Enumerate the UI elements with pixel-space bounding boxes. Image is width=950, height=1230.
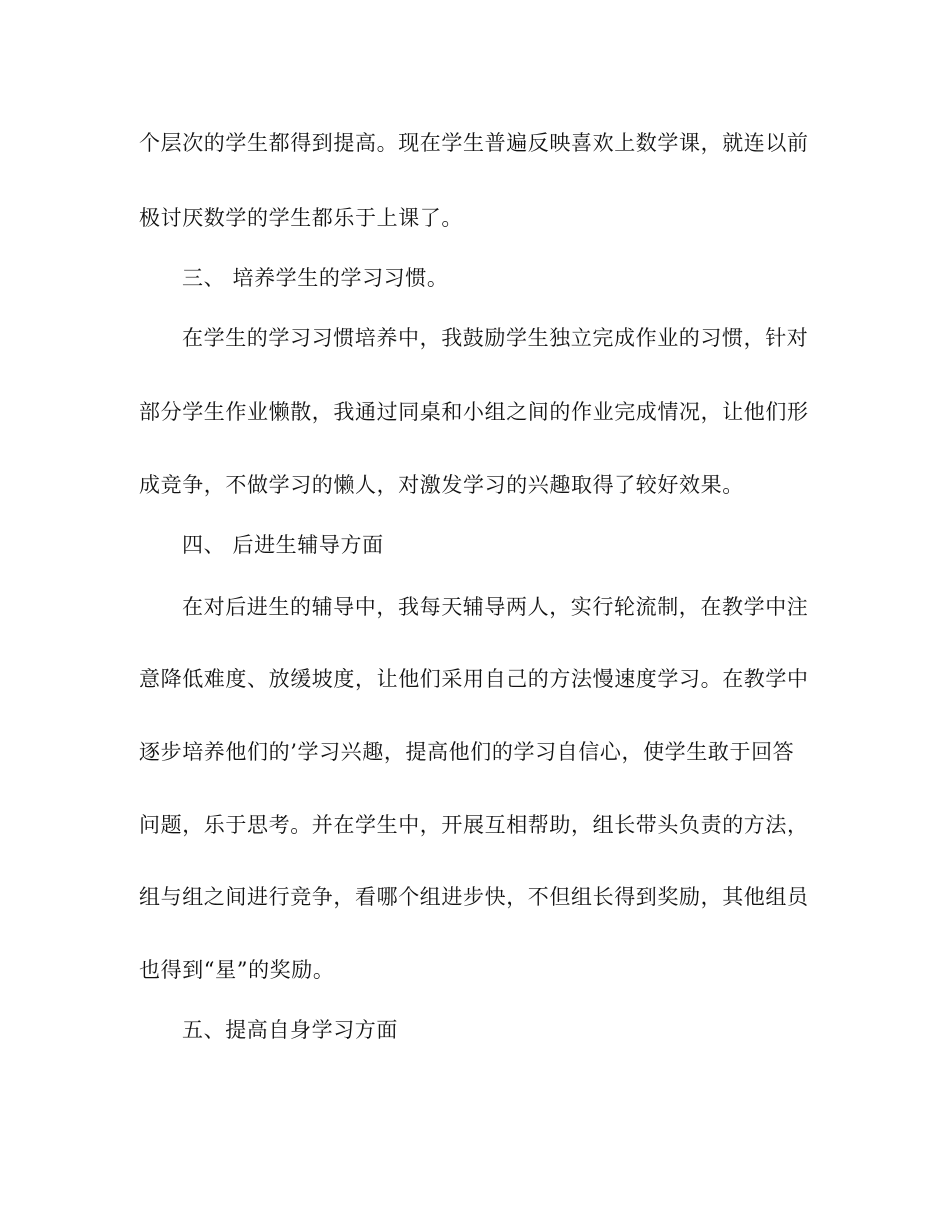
section-heading-five: 五、提高自身学习方面 xyxy=(182,1018,398,1042)
paragraph-line: 极讨厌数学的学生都乐于上课了。 xyxy=(139,206,463,230)
paragraph-line: 意降低难度、放缓坡度，让他们采用自己的方法慢速度学习。在教学中 xyxy=(139,667,809,691)
section-heading-three: 三、 培养学生的学习习惯。 xyxy=(182,266,449,290)
paragraph-line: 成竞争，不做学习的懒人，对激发学习的兴趣取得了较好效果。 xyxy=(139,473,744,497)
paragraph-line: 问题，乐于思考。并在学生中，开展互相帮助，组长带头负责的方法， xyxy=(139,813,809,837)
paragraph-line: 部分学生作业懒散，我通过同桌和小组之间的作业完成情况，让他们形 xyxy=(139,400,809,424)
paragraph-line: 组与组之间进行竞争，看哪个组进步快，不但组长得到奖励，其他组员 xyxy=(139,885,809,909)
paragraph-line: 个层次的学生都得到提高。现在学生普遍反映喜欢上数学课，就连以前 xyxy=(139,131,809,155)
paragraph-line: 也得到“星”的奖励。 xyxy=(139,958,335,982)
section-heading-four: 四、 后进生辅导方面 xyxy=(182,533,384,557)
paragraph-line: 在对后进生的辅导中，我每天辅导两人，实行轮流制，在教学中注 xyxy=(182,595,809,619)
paragraph-line: 在学生的学习习惯培养中，我鼓励学生独立完成作业的习惯，针对 xyxy=(182,326,809,350)
paragraph-line: 逐步培养他们的’学习兴趣，提高他们的学习自信心，使学生敢于回答 xyxy=(139,740,795,764)
